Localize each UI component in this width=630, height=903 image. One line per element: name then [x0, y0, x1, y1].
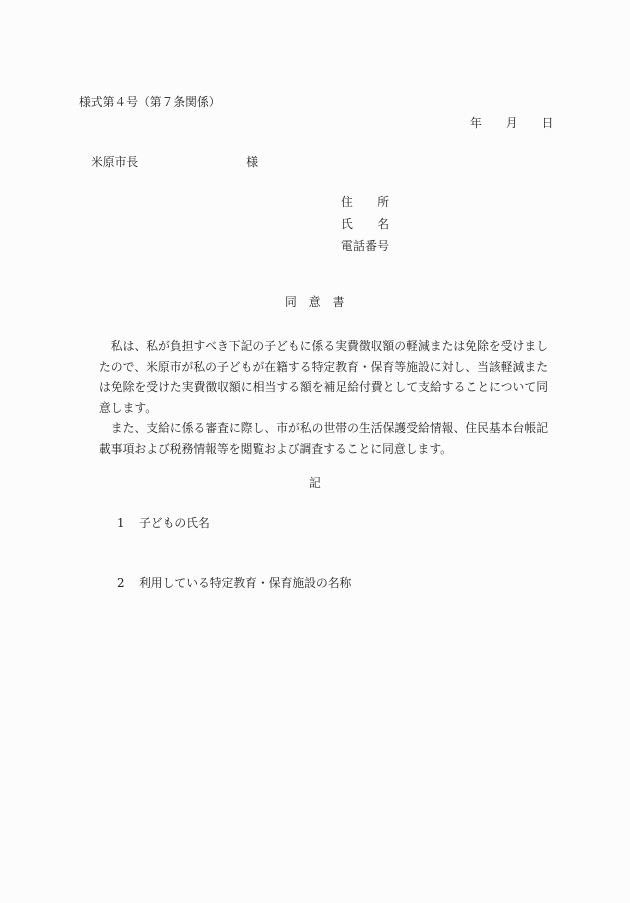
year-label: 年 — [470, 116, 482, 130]
address-label: 住所 — [341, 195, 389, 209]
addressee-name: 米原市長 — [91, 155, 139, 169]
month-label: 月 — [505, 116, 518, 130]
item-number: 2 — [117, 576, 125, 590]
applicant-name-row — [341, 219, 389, 241]
addressee-honorific: 様 — [246, 155, 259, 169]
item-child-name — [117, 518, 210, 530]
item-number: 1 — [117, 516, 125, 530]
consent-paragraph-2: また、支給に係る審査に際し、市が私の世帯の生活保護受給情報、住民基本台帳記載事項および税務情報等を閲覧および調査することに同意します。 — [99, 421, 548, 456]
applicant-fields — [341, 197, 389, 263]
applicant-address-row — [341, 197, 389, 219]
consent-body — [99, 336, 548, 459]
item-label: 利用している特定教育・保育施設の名称 — [139, 576, 352, 590]
item-label: 子どもの氏名 — [139, 516, 210, 530]
day-label: 日 — [541, 116, 554, 130]
date-line — [470, 118, 553, 130]
ki-heading: 記 — [309, 476, 321, 490]
applicant-phone-row — [341, 241, 389, 263]
form-number: 様式第４号（第７条関係） — [79, 95, 221, 109]
item-facility-name — [117, 578, 351, 590]
phone-label: 電話番号 — [341, 239, 389, 253]
name-label: 氏名 — [341, 217, 389, 231]
consent-paragraph-1: 私は、私が負担すべき下記の子どもに係る実費徴収額の軽減または免除を受けましたので、米原市が私の子どもが在籍する特定教育・保育等施設に対し、当該軽減または免除を受けた実費徴収額に相当する額を補足給付費として支給することについて同意します。 — [99, 339, 548, 415]
document-title: 同意書 — [285, 295, 357, 309]
addressee — [91, 157, 258, 169]
